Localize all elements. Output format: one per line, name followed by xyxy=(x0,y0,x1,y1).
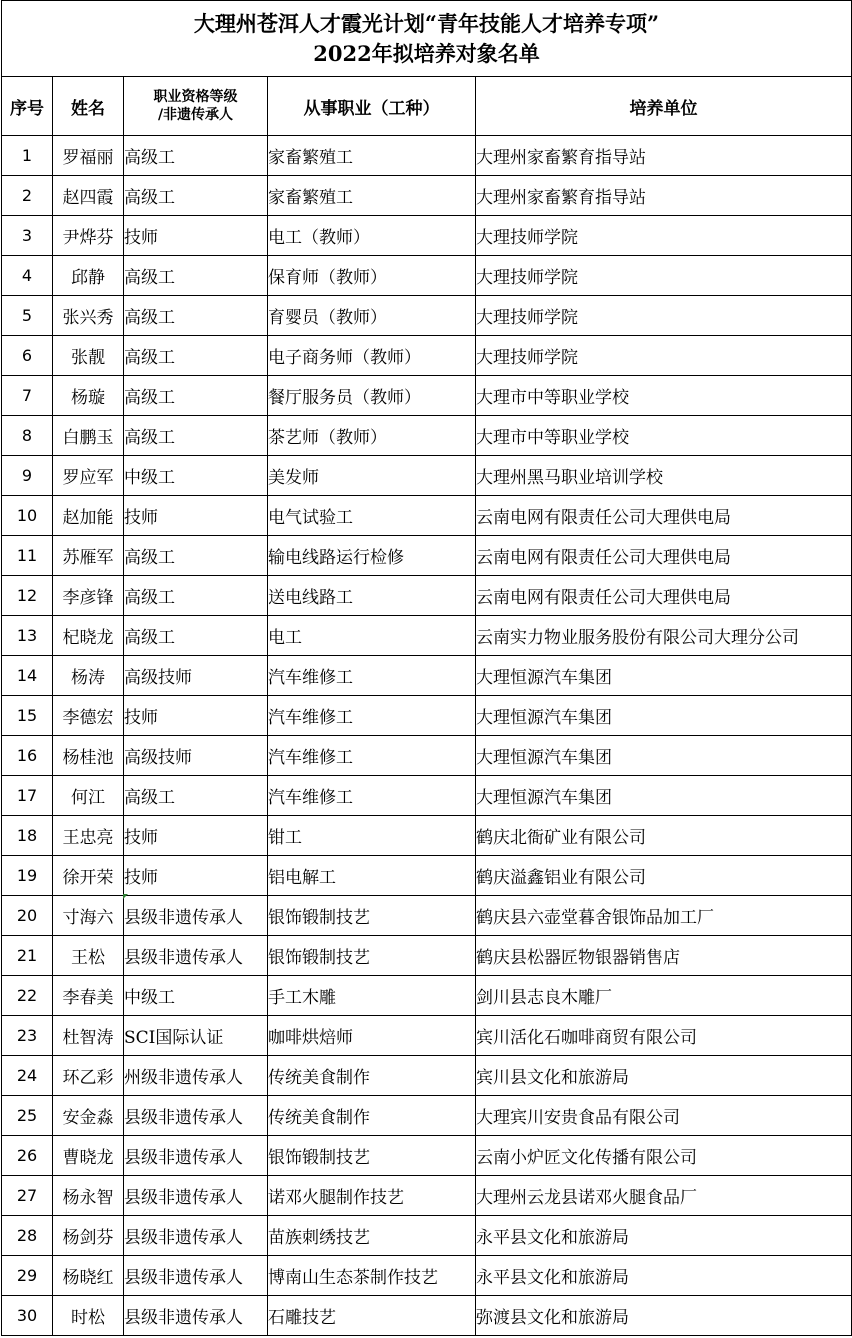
cell-qualification: 高级工 xyxy=(124,776,268,816)
cell-unit: 云南小炉匠文化传播有限公司 xyxy=(476,1136,852,1176)
cell-occupation: 餐厅服务员（教师） xyxy=(268,376,476,416)
cell-unit: 大理恒源汽车集团 xyxy=(476,656,852,696)
cell-occupation: 汽车维修工 xyxy=(268,656,476,696)
cell-unit: 大理技师学院 xyxy=(476,216,852,256)
header-qualification-line-1: 职业资格等级 xyxy=(153,89,238,105)
cell-unit: 鹤庆溢鑫铝业有限公司 xyxy=(476,856,852,896)
cell-no: 7 xyxy=(2,376,53,416)
cell-qualification: 县级非遗传承人 xyxy=(124,1296,268,1336)
cell-qualification: 高级技师 xyxy=(124,656,268,696)
cell-unit: 大理州黑马职业培训学校 xyxy=(476,456,852,496)
cell-name: 李春美 xyxy=(53,976,124,1016)
cell-qualification: 县级非遗传承人 xyxy=(124,1136,268,1176)
cell-occupation: 电工（教师） xyxy=(268,216,476,256)
cell-name: 杨桂池 xyxy=(53,736,124,776)
title-line-1: 大理州苍洱人才霞光计划“青年技能人才培养专项” xyxy=(193,10,660,36)
cell-name: 王松 xyxy=(53,936,124,976)
cell-name: 邱静 xyxy=(53,256,124,296)
table-row xyxy=(2,1176,852,1216)
cell-no: 13 xyxy=(2,616,53,656)
cell-name: 张靓 xyxy=(53,336,124,376)
cell-name: 时松 xyxy=(53,1296,124,1336)
cell-unit: 云南电网有限责任公司大理供电局 xyxy=(476,496,852,536)
cell-occupation: 银饰锻制技艺 xyxy=(268,896,476,936)
cell-no: 18 xyxy=(2,816,53,856)
cell-qualification: 中级工 xyxy=(124,456,268,496)
cell-unit: 大理州云龙县诺邓火腿食品厂 xyxy=(476,1176,852,1216)
cell-qualification: 县级非遗传承人 xyxy=(124,1096,268,1136)
cell-name: 杨永智 xyxy=(53,1176,124,1216)
cell-qualification: 州级非遗传承人 xyxy=(124,1056,268,1096)
cell-no: 30 xyxy=(2,1296,53,1336)
cell-occupation: 传统美食制作 xyxy=(268,1056,476,1096)
cell-qualification: 县级非遗传承人 xyxy=(124,1256,268,1296)
cell-no: 21 xyxy=(2,936,53,976)
cell-unit: 大理恒源汽车集团 xyxy=(476,776,852,816)
cell-qualification: 高级工 xyxy=(124,136,268,176)
table-row xyxy=(2,216,852,256)
cell-unit: 大理技师学院 xyxy=(476,296,852,336)
cell-no: 4 xyxy=(2,256,53,296)
cell-unit: 云南电网有限责任公司大理供电局 xyxy=(476,536,852,576)
cell-occupation: 钳工 xyxy=(268,816,476,856)
cell-no: 14 xyxy=(2,656,53,696)
table-row xyxy=(2,616,852,656)
cell-qualification: SCI国际认证 xyxy=(124,1016,268,1056)
header-name: 姓名 xyxy=(53,77,124,136)
cell-occupation: 手工木雕 xyxy=(268,976,476,1016)
cell-unit: 鹤庆北衙矿业有限公司 xyxy=(476,816,852,856)
cell-name: 杞晓龙 xyxy=(53,616,124,656)
cell-unit: 剑川县志良木雕厂 xyxy=(476,976,852,1016)
cell-unit: 永平县文化和旅游局 xyxy=(476,1256,852,1296)
cell-qualification: 技师 xyxy=(124,816,268,856)
cell-name: 赵加能 xyxy=(53,496,124,536)
cell-qualification: 县级非遗传承人 xyxy=(124,1216,268,1256)
cell-name: 罗应军 xyxy=(53,456,124,496)
document-title xyxy=(2,1,852,77)
cell-unit: 大理市中等职业学校 xyxy=(476,416,852,456)
cell-occupation: 博南山生态茶制作技艺 xyxy=(268,1256,476,1296)
table-row xyxy=(2,976,852,1016)
cell-qualification: 中级工 xyxy=(124,976,268,1016)
table-row xyxy=(2,136,852,176)
cell-qualification: 技师 xyxy=(124,496,268,536)
cell-occupation: 银饰锻制技艺 xyxy=(268,1136,476,1176)
cell-occupation: 汽车维修工 xyxy=(268,776,476,816)
cell-unit: 云南电网有限责任公司大理供电局 xyxy=(476,576,852,616)
table-row xyxy=(2,896,852,936)
cell-name: 杨涛 xyxy=(53,656,124,696)
cell-no: 23 xyxy=(2,1016,53,1056)
cell-occupation: 茶艺师（教师） xyxy=(268,416,476,456)
cell-qualification: 高级工 xyxy=(124,376,268,416)
cell-name: 苏雁军 xyxy=(53,536,124,576)
cell-occupation: 电子商务师（教师） xyxy=(268,336,476,376)
cell-unit: 大理恒源汽车集团 xyxy=(476,736,852,776)
cell-no: 24 xyxy=(2,1056,53,1096)
cell-no: 19 xyxy=(2,856,53,896)
cell-occupation: 咖啡烘焙师 xyxy=(268,1016,476,1056)
table-row xyxy=(2,696,852,736)
cell-unit: 大理宾川安贵食品有限公司 xyxy=(476,1096,852,1136)
cell-name: 曹晓龙 xyxy=(53,1136,124,1176)
header-row xyxy=(2,77,852,136)
cell-name: 尹烨芬 xyxy=(53,216,124,256)
cell-no: 10 xyxy=(2,496,53,536)
cell-no: 28 xyxy=(2,1216,53,1256)
table-row xyxy=(2,536,852,576)
cell-no: 6 xyxy=(2,336,53,376)
table-row xyxy=(2,176,852,216)
cell-name: 杜智涛 xyxy=(53,1016,124,1056)
header-occupation: 从事职业（工种） xyxy=(268,77,476,136)
table-row xyxy=(2,936,852,976)
cell-no: 16 xyxy=(2,736,53,776)
table-row xyxy=(2,1216,852,1256)
cell-no: 22 xyxy=(2,976,53,1016)
cell-name: 白鹏玉 xyxy=(53,416,124,456)
cell-occupation: 送电线路工 xyxy=(268,576,476,616)
header-unit: 培养单位 xyxy=(476,77,852,136)
cell-name: 寸海六 xyxy=(53,896,124,936)
cell-no: 29 xyxy=(2,1256,53,1296)
cell-name: 张兴秀 xyxy=(53,296,124,336)
cell-unit: 大理技师学院 xyxy=(476,336,852,376)
cell-unit: 大理技师学院 xyxy=(476,256,852,296)
cell-no: 26 xyxy=(2,1136,53,1176)
cell-name: 赵四霞 xyxy=(53,176,124,216)
cell-qualification: 县级非遗传承人 xyxy=(124,936,268,976)
cell-qualification: 高级工 xyxy=(124,576,268,616)
cell-name: 李彦锋 xyxy=(53,576,124,616)
cell-comment-marker-icon xyxy=(123,894,128,899)
cell-occupation: 保育师（教师） xyxy=(268,256,476,296)
header-qualification xyxy=(124,77,268,136)
cell-occupation: 育婴员（教师） xyxy=(268,296,476,336)
table-row xyxy=(2,776,852,816)
header-no: 序号 xyxy=(2,77,53,136)
cell-qualification: 高级工 xyxy=(124,416,268,456)
cell-qualification: 技师 xyxy=(124,696,268,736)
cell-qualification: 县级非遗传承人 xyxy=(124,896,268,936)
cell-no: 15 xyxy=(2,696,53,736)
cell-no: 20 xyxy=(2,896,53,936)
cell-qualification: 高级工 xyxy=(124,616,268,656)
table-row xyxy=(2,1096,852,1136)
cell-qualification: 高级工 xyxy=(124,176,268,216)
cell-no: 25 xyxy=(2,1096,53,1136)
cell-unit: 宾川县文化和旅游局 xyxy=(476,1056,852,1096)
cell-no: 17 xyxy=(2,776,53,816)
cell-qualification: 县级非遗传承人 xyxy=(124,1176,268,1216)
cell-occupation: 传统美食制作 xyxy=(268,1096,476,1136)
table-row xyxy=(2,856,852,896)
cell-occupation: 汽车维修工 xyxy=(268,736,476,776)
cell-no: 5 xyxy=(2,296,53,336)
cell-no: 8 xyxy=(2,416,53,456)
table-row xyxy=(2,1016,852,1056)
cell-unit: 鹤庆县六壶堂暮舍银饰品加工厂 xyxy=(476,896,852,936)
cell-qualification: 高级工 xyxy=(124,336,268,376)
cell-no: 9 xyxy=(2,456,53,496)
table-row xyxy=(2,496,852,536)
cell-name: 安金淼 xyxy=(53,1096,124,1136)
cell-unit: 云南实力物业服务股份有限公司大理分公司 xyxy=(476,616,852,656)
cell-no: 11 xyxy=(2,536,53,576)
header-qualification-line-2: /非遗传承人 xyxy=(157,107,234,123)
table-row xyxy=(2,576,852,616)
cell-unit: 大理市中等职业学校 xyxy=(476,376,852,416)
cell-no: 2 xyxy=(2,176,53,216)
table-row xyxy=(2,1256,852,1296)
cell-occupation: 家畜繁殖工 xyxy=(268,136,476,176)
table-row xyxy=(2,296,852,336)
roster-table xyxy=(1,0,852,1336)
cell-occupation: 银饰锻制技艺 xyxy=(268,936,476,976)
table-row xyxy=(2,256,852,296)
cell-occupation: 苗族刺绣技艺 xyxy=(268,1216,476,1256)
cell-occupation: 家畜繁殖工 xyxy=(268,176,476,216)
cell-qualification: 高级工 xyxy=(124,536,268,576)
cell-no: 1 xyxy=(2,136,53,176)
table-row xyxy=(2,376,852,416)
cell-unit: 宾川活化石咖啡商贸有限公司 xyxy=(476,1016,852,1056)
title-row xyxy=(2,1,852,77)
table-row xyxy=(2,456,852,496)
cell-unit: 大理州家畜繁育指导站 xyxy=(476,176,852,216)
cell-occupation: 汽车维修工 xyxy=(268,696,476,736)
cell-name: 杨剑芬 xyxy=(53,1216,124,1256)
table-row xyxy=(2,816,852,856)
cell-occupation: 诺邓火腿制作技艺 xyxy=(268,1176,476,1216)
cell-occupation: 美发师 xyxy=(268,456,476,496)
cell-name: 何江 xyxy=(53,776,124,816)
title-line-2: 2022年拟培养对象名单 xyxy=(313,40,540,66)
cell-no: 12 xyxy=(2,576,53,616)
cell-unit: 鹤庆县松器匠物银器销售店 xyxy=(476,936,852,976)
cell-unit: 大理恒源汽车集团 xyxy=(476,696,852,736)
cell-name: 环乙彩 xyxy=(53,1056,124,1096)
cell-unit: 永平县文化和旅游局 xyxy=(476,1216,852,1256)
cell-qualification: 高级工 xyxy=(124,256,268,296)
cell-name: 王忠亮 xyxy=(53,816,124,856)
cell-qualification: 高级技师 xyxy=(124,736,268,776)
table-row xyxy=(2,1296,852,1336)
cell-no: 3 xyxy=(2,216,53,256)
cell-no: 27 xyxy=(2,1176,53,1216)
cell-unit: 弥渡县文化和旅游局 xyxy=(476,1296,852,1336)
cell-occupation: 电工 xyxy=(268,616,476,656)
cell-occupation: 电气试验工 xyxy=(268,496,476,536)
cell-qualification: 技师 xyxy=(124,856,268,896)
table-row xyxy=(2,1136,852,1176)
table-row xyxy=(2,1056,852,1096)
cell-occupation: 铝电解工 xyxy=(268,856,476,896)
cell-name: 杨晓红 xyxy=(53,1256,124,1296)
cell-qualification: 高级工 xyxy=(124,296,268,336)
table-row xyxy=(2,336,852,376)
cell-qualification: 技师 xyxy=(124,216,268,256)
table-row xyxy=(2,656,852,696)
cell-unit: 大理州家畜繁育指导站 xyxy=(476,136,852,176)
cell-name: 罗福丽 xyxy=(53,136,124,176)
cell-occupation: 石雕技艺 xyxy=(268,1296,476,1336)
cell-name: 杨璇 xyxy=(53,376,124,416)
table-row xyxy=(2,416,852,456)
cell-name: 李德宏 xyxy=(53,696,124,736)
table-row xyxy=(2,736,852,776)
cell-name: 徐开荣 xyxy=(53,856,124,896)
roster-body xyxy=(2,136,852,1336)
cell-occupation: 输电线路运行检修 xyxy=(268,536,476,576)
